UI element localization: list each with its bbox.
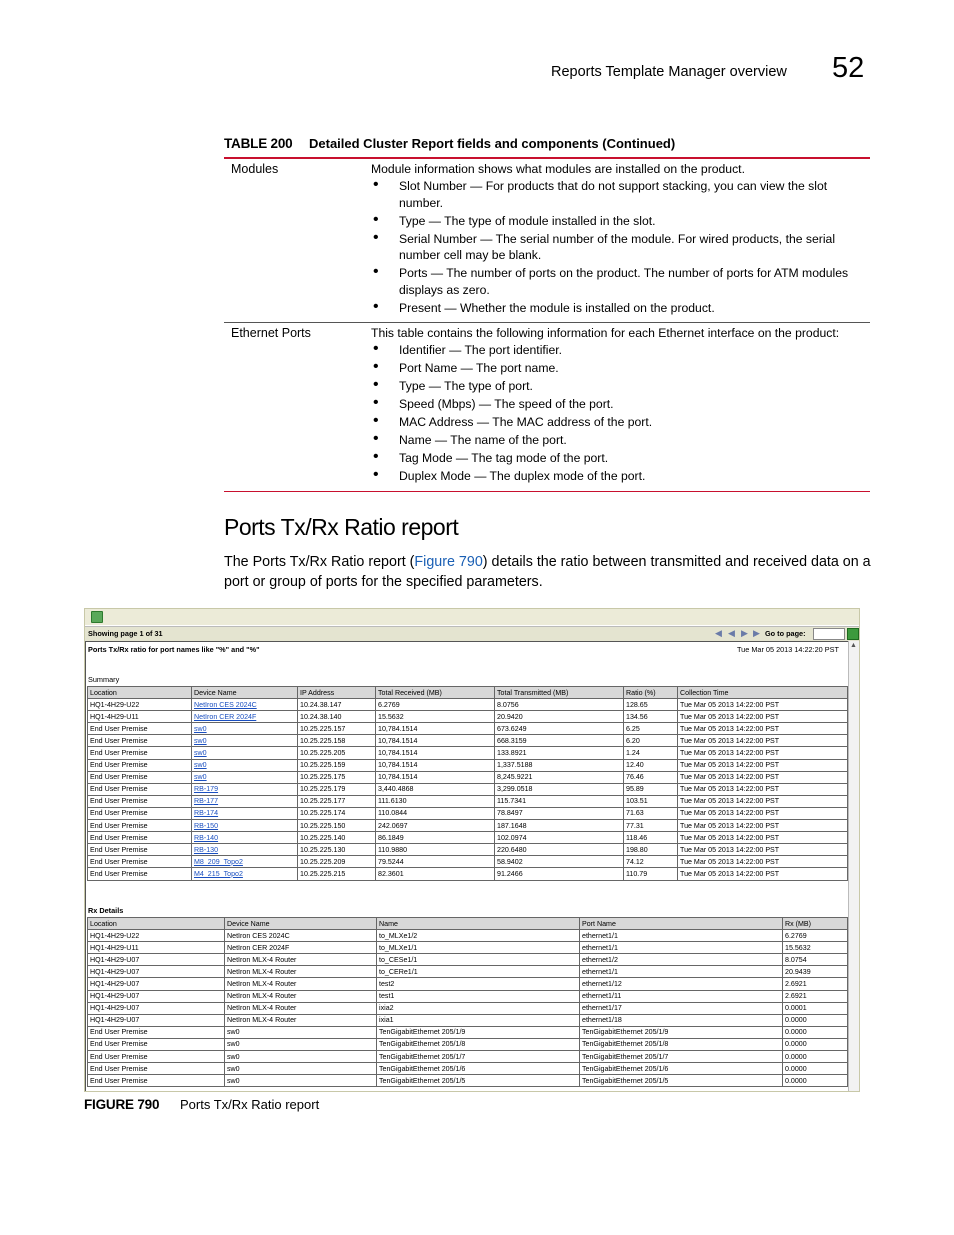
bullet-item	[371, 265, 866, 298]
table-cell: 6.20	[624, 735, 678, 747]
table-row	[88, 820, 848, 832]
column-header: Name	[377, 918, 580, 930]
table-cell: 1.24	[624, 747, 678, 759]
table-cell: 110.79	[624, 868, 678, 880]
table-cell: HQ1-4H29-U11	[88, 711, 192, 723]
table-cell: ethernet1/17	[580, 1002, 783, 1014]
table-cell: 10.25.225.175	[298, 771, 376, 783]
table-cell: 15.5632	[783, 942, 848, 954]
table-cell: 95.89	[624, 783, 678, 795]
device-link[interactable]: RB-177	[192, 795, 298, 807]
table-cell: 71.63	[624, 807, 678, 819]
table-row	[88, 966, 848, 978]
section-intro-paragraph	[224, 553, 874, 592]
bullet-term: Port Name	[399, 361, 458, 375]
table-cell: TenGigabitEthernet 205/1/9	[377, 1026, 580, 1038]
table-row	[88, 783, 848, 795]
table-cell: Tue Mar 05 2013 14:22:00 PST	[678, 856, 848, 868]
table-cell: 668.3159	[495, 735, 624, 747]
table-cell: 110.9880	[376, 844, 495, 856]
bullet-description: — The number of ports on the product. The number of ports for ATM modules displays as zero.	[399, 266, 849, 297]
table-title: Detailed Cluster Report fields and components (Continued)	[309, 136, 676, 151]
bullet-item	[371, 342, 866, 359]
table-cell: 8.0754	[783, 954, 848, 966]
bullet-item	[371, 360, 866, 377]
table-cell: 0.0000	[783, 1075, 848, 1087]
export-icon[interactable]	[91, 611, 103, 623]
report-screenshot	[84, 608, 860, 1092]
table-row	[88, 711, 848, 723]
bullet-term: Speed (Mbps)	[399, 397, 476, 411]
device-link[interactable]: RB-130	[192, 844, 298, 856]
table-cell: NetIron MLX-4 Router	[225, 966, 377, 978]
report-title: Ports Tx/Rx ratio for port names like "%" and "%"	[88, 645, 260, 654]
table-cell: sw0	[225, 1051, 377, 1063]
table-row	[88, 1014, 848, 1026]
table-cell: End User Premise	[88, 747, 192, 759]
table-cell: NetIron MLX-4 Router	[225, 1014, 377, 1026]
column-header: Location	[88, 687, 192, 699]
table-cell: 10.25.225.205	[298, 747, 376, 759]
table-cell: 0.0000	[783, 1026, 848, 1038]
table-row-divider	[224, 322, 870, 323]
bullet-description: — The duplex mode of the port.	[470, 469, 646, 483]
table-cell: ethernet1/18	[580, 1014, 783, 1026]
table-cell: TenGigabitEthernet 205/1/8	[580, 1038, 783, 1050]
table-cell: 10,784.1514	[376, 759, 495, 771]
intro-text-before: The Ports Tx/Rx Ratio report (	[224, 554, 415, 570]
table-row	[88, 1051, 848, 1063]
table-cell: TenGigabitEthernet 205/1/6	[580, 1063, 783, 1075]
bullet-term: Type	[399, 213, 426, 228]
device-link[interactable]: M8_209_Topo2	[192, 856, 298, 868]
bullet-term: Serial Number	[399, 231, 477, 246]
table-cell: 10.25.225.130	[298, 844, 376, 856]
field-name-modules: Modules	[231, 162, 279, 176]
table-cell: 0.0000	[783, 1014, 848, 1026]
chapter-number: 52	[832, 52, 865, 84]
table-cell: NetIron MLX-4 Router	[225, 954, 377, 966]
table-cell: NetIron CES 2024C	[225, 930, 377, 942]
bullet-description: — The name of the port.	[431, 433, 567, 447]
table-row	[88, 735, 848, 747]
table-cell: 10.25.225.177	[298, 795, 376, 807]
table-cell: sw0	[225, 1026, 377, 1038]
bullet-term: Tag Mode	[399, 451, 453, 465]
running-header-title: Reports Template Manager overview	[551, 64, 787, 80]
table-cell: End User Premise	[88, 856, 192, 868]
prev-page-icon[interactable]: ◀	[728, 628, 735, 638]
table-cell: 10.25.225.157	[298, 723, 376, 735]
table-cell: End User Premise	[88, 1038, 225, 1050]
table-cell: 8.0756	[495, 699, 624, 711]
table-cell: 133.8921	[495, 747, 624, 759]
table-cell: Tue Mar 05 2013 14:22:00 PST	[678, 820, 848, 832]
device-link[interactable]: RB-179	[192, 783, 298, 795]
device-link[interactable]: sw0	[192, 759, 298, 771]
table-cell: 78.8497	[495, 807, 624, 819]
table-cell: TenGigabitEthernet 205/1/6	[377, 1063, 580, 1075]
table-cell: 10.25.225.140	[298, 832, 376, 844]
report-viewer	[85, 641, 849, 1092]
table-cell: 2.6921	[783, 990, 848, 1002]
table-cell: 10.25.225.158	[298, 735, 376, 747]
goto-page-button[interactable]	[847, 628, 859, 640]
table-cell: End User Premise	[88, 832, 192, 844]
table-cell: End User Premise	[88, 783, 192, 795]
device-link[interactable]: RB-140	[192, 832, 298, 844]
table-cell: test2	[377, 978, 580, 990]
table-row	[88, 856, 848, 868]
table-cell: End User Premise	[88, 1075, 225, 1087]
column-header: Collection Time	[678, 687, 848, 699]
table-cell: Tue Mar 05 2013 14:22:00 PST	[678, 795, 848, 807]
table-cell: TenGigabitEthernet 205/1/5	[377, 1075, 580, 1087]
figure-caption	[84, 1097, 320, 1112]
table-cell: 10.25.225.174	[298, 807, 376, 819]
table-cell: 0.0000	[783, 1038, 848, 1050]
table-cell: HQ1-4H29-U07	[88, 1002, 225, 1014]
table-cell: 0.0000	[783, 1063, 848, 1075]
table-cell: ethernet1/2	[580, 954, 783, 966]
table-label: TABLE 200	[224, 136, 293, 151]
table-cell: 115.7341	[495, 795, 624, 807]
bullet-term: Duplex Mode	[399, 469, 471, 483]
table-cell: 198.80	[624, 844, 678, 856]
field-intro-ethernet-ports: This table contains the following information for each Ethernet interface on the product:	[371, 326, 840, 340]
column-header: Device Name	[192, 687, 298, 699]
report-toolbar	[85, 609, 859, 625]
table-cell: Tue Mar 05 2013 14:22:00 PST	[678, 747, 848, 759]
table-row	[88, 699, 848, 711]
bullet-item	[371, 396, 866, 413]
table-cell: End User Premise	[88, 771, 192, 783]
table-cell: HQ1-4H29-U22	[88, 699, 192, 711]
table-cell: 82.3601	[376, 868, 495, 880]
table-cell: HQ1-4H29-U07	[88, 954, 225, 966]
table-cell: 10,784.1514	[376, 723, 495, 735]
bullet-item	[371, 450, 866, 467]
summary-label: Summary	[88, 675, 120, 684]
table-row	[88, 978, 848, 990]
next-page-icon[interactable]: ▶	[741, 628, 748, 638]
table-cell: NetIron MLX-4 Router	[225, 1002, 377, 1014]
bullet-item	[371, 432, 866, 449]
table-cell: NetIron MLX-4 Router	[225, 990, 377, 1002]
table-cell: 187.1648	[495, 820, 624, 832]
device-link[interactable]: sw0	[192, 735, 298, 747]
table-cell: Tue Mar 05 2013 14:22:00 PST	[678, 807, 848, 819]
paging-bar	[85, 626, 859, 642]
table-cell: to_CESe1/1	[377, 954, 580, 966]
table-cell: 3,440.4868	[376, 783, 495, 795]
table-cell: 91.2466	[495, 868, 624, 880]
table-cell: 10,784.1514	[376, 735, 495, 747]
table-cell: to_MLXe1/1	[377, 942, 580, 954]
device-link[interactable]: NetIron CES 2024C	[192, 699, 298, 711]
table-cell: Tue Mar 05 2013 14:22:00 PST	[678, 783, 848, 795]
table-cell: 118.46	[624, 832, 678, 844]
bullet-description: — The port name.	[457, 361, 559, 375]
field-intro-modules: Module information shows what modules are installed on the product.	[371, 162, 745, 176]
table-cell: Tue Mar 05 2013 14:22:00 PST	[678, 868, 848, 880]
table-cell: End User Premise	[88, 759, 192, 771]
first-page-icon[interactable]: ◀	[715, 628, 722, 638]
table-cell: Tue Mar 05 2013 14:22:00 PST	[678, 771, 848, 783]
table-cell: 6.2769	[376, 699, 495, 711]
goto-page-input[interactable]	[813, 628, 845, 640]
bullet-item	[371, 468, 866, 485]
table-cell: End User Premise	[88, 868, 192, 880]
table-cell: 103.51	[624, 795, 678, 807]
table-cell: 110.0844	[376, 807, 495, 819]
bullet-item	[371, 178, 866, 211]
table-cell: 673.6249	[495, 723, 624, 735]
table-row	[88, 1075, 848, 1087]
bullet-item	[371, 231, 866, 264]
table-cell: TenGigabitEthernet 205/1/8	[377, 1038, 580, 1050]
table-cell: 10.25.225.150	[298, 820, 376, 832]
table-row	[88, 1026, 848, 1038]
bullet-term: Identifier	[399, 343, 446, 357]
bullet-description: — The tag mode of the port.	[452, 451, 609, 465]
table-cell: NetIron MLX-4 Router	[225, 978, 377, 990]
table-cell: Tue Mar 05 2013 14:22:00 PST	[678, 735, 848, 747]
report-timestamp: Tue Mar 05 2013 14:22:20 PST	[737, 645, 839, 654]
table-cell: TenGigabitEthernet 205/1/5	[580, 1075, 783, 1087]
table-cell: End User Premise	[88, 807, 192, 819]
table-cell: ethernet1/12	[580, 978, 783, 990]
table-row	[88, 759, 848, 771]
column-header: Total Transmitted (MB)	[495, 687, 624, 699]
table-cell: 1,337.5188	[495, 759, 624, 771]
bullet-item	[371, 414, 866, 431]
table-cell: 86.1849	[376, 832, 495, 844]
table-cell: Tue Mar 05 2013 14:22:00 PST	[678, 699, 848, 711]
last-page-icon[interactable]: ▶	[753, 628, 760, 638]
table-cell: Tue Mar 05 2013 14:22:00 PST	[678, 759, 848, 771]
table-cell: HQ1-4H29-U07	[88, 966, 225, 978]
table-row	[88, 942, 848, 954]
table-cell: HQ1-4H29-U11	[88, 942, 225, 954]
table-cell: TenGigabitEthernet 205/1/7	[580, 1051, 783, 1063]
table-cell: sw0	[225, 1075, 377, 1087]
table-cell: 242.0697	[376, 820, 495, 832]
table-cell: 10.24.38.147	[298, 699, 376, 711]
bullet-item	[371, 378, 866, 395]
table-cell: 128.65	[624, 699, 678, 711]
column-header: Ratio (%)	[624, 687, 678, 699]
table-cell: to_MLXe1/2	[377, 930, 580, 942]
device-link[interactable]: NetIron CER 2024F	[192, 711, 298, 723]
table-cell: 2.6921	[783, 978, 848, 990]
bullet-description: — For products that do not support stacking, you can view the slot number.	[399, 179, 828, 210]
table-cell: End User Premise	[88, 1051, 225, 1063]
bullet-term: Name	[399, 433, 432, 447]
table-cell: 134.56	[624, 711, 678, 723]
bullet-item	[371, 213, 866, 230]
table-cell: End User Premise	[88, 1026, 225, 1038]
table-cell: 10,784.1514	[376, 771, 495, 783]
table-cell: End User Premise	[88, 735, 192, 747]
table-cell: 20.9420	[495, 711, 624, 723]
summary-table	[87, 686, 848, 881]
table-bottom-rule	[224, 491, 870, 492]
table-cell: 10.25.225.215	[298, 868, 376, 880]
bullet-description: — The port identifier.	[445, 343, 563, 357]
table-cell: 8,245.9221	[495, 771, 624, 783]
table-row	[88, 930, 848, 942]
table-cell: NetIron CER 2024F	[225, 942, 377, 954]
table-cell: End User Premise	[88, 820, 192, 832]
ethernet-ports-bullet-list	[371, 342, 866, 486]
table-cell: 10,784.1514	[376, 747, 495, 759]
table-row	[88, 832, 848, 844]
table-cell: HQ1-4H29-U07	[88, 990, 225, 1002]
table-cell: ethernet1/11	[580, 990, 783, 1002]
table-cell: End User Premise	[88, 844, 192, 856]
table-cell: ethernet1/1	[580, 942, 783, 954]
bullet-description: — The speed of the port.	[475, 397, 614, 411]
column-header: Port Name	[580, 918, 783, 930]
table-cell: 6.2769	[783, 930, 848, 942]
table-cell: 102.0974	[495, 832, 624, 844]
table-cell: ethernet1/1	[580, 930, 783, 942]
table-cell: ethernet1/1	[580, 966, 783, 978]
table-cell: 20.9439	[783, 966, 848, 978]
table-cell: 3,299.0518	[495, 783, 624, 795]
device-link[interactable]: sw0	[192, 747, 298, 759]
table-cell: 220.6480	[495, 844, 624, 856]
table-cell: 76.46	[624, 771, 678, 783]
table-row	[88, 1038, 848, 1050]
table-cell: 58.9402	[495, 856, 624, 868]
figure-title: Ports Tx/Rx Ratio report	[180, 1097, 320, 1112]
table-cell: HQ1-4H29-U22	[88, 930, 225, 942]
bullet-term: Type	[399, 379, 426, 393]
table-cell: Tue Mar 05 2013 14:22:00 PST	[678, 711, 848, 723]
table-row	[88, 954, 848, 966]
device-link[interactable]: sw0	[192, 771, 298, 783]
table-cell: 12.40	[624, 759, 678, 771]
table-cell: sw0	[225, 1038, 377, 1050]
table-cell: End User Premise	[88, 1063, 225, 1075]
rx-details-table	[87, 917, 848, 1087]
figure-link[interactable]: Figure 790	[414, 554, 483, 570]
figure-label: FIGURE 790	[84, 1097, 160, 1112]
table-cell: Tue Mar 05 2013 14:22:00 PST	[678, 844, 848, 856]
table-cell: End User Premise	[88, 723, 192, 735]
rx-details-label: Rx Details	[88, 906, 124, 915]
section-heading: Ports Tx/Rx Ratio report	[224, 514, 459, 540]
scroll-up-icon[interactable]: ▲	[850, 642, 857, 649]
bullet-description: — The type of port.	[425, 379, 533, 393]
bullet-term: Ports	[399, 266, 428, 280]
table-cell: 0.0000	[783, 1051, 848, 1063]
table-cell: 10.24.38.140	[298, 711, 376, 723]
table-row	[88, 1063, 848, 1075]
table-cell: ixia2	[377, 1002, 580, 1014]
table-cell: 15.5632	[376, 711, 495, 723]
device-link[interactable]: RB-150	[192, 820, 298, 832]
table-cell: 77.31	[624, 820, 678, 832]
table-cell: Tue Mar 05 2013 14:22:00 PST	[678, 723, 848, 735]
table-cell: 79.5244	[376, 856, 495, 868]
table-cell: Tue Mar 05 2013 14:22:00 PST	[678, 832, 848, 844]
device-link[interactable]: sw0	[192, 723, 298, 735]
table-row	[88, 868, 848, 880]
table-cell: test1	[377, 990, 580, 1002]
table-cell: End User Premise	[88, 795, 192, 807]
intro-text-after: ) details the ratio between transmitted and received data on a port or group of ports for the specified parameters.	[224, 554, 871, 590]
table-row	[88, 990, 848, 1002]
bullet-description: — The type of module installed in the slot.	[425, 213, 656, 228]
table-row	[88, 807, 848, 819]
table-cell: to_CERe1/1	[377, 966, 580, 978]
column-header: Location	[88, 918, 225, 930]
table-cell: 6.25	[624, 723, 678, 735]
paging-status: Showing page 1 of 31	[88, 629, 163, 638]
report-scrollbar[interactable]	[848, 641, 859, 1091]
device-link[interactable]: M4_215_Topo2	[192, 868, 298, 880]
table-cell: TenGigabitEthernet 205/1/7	[377, 1051, 580, 1063]
bullet-term: Slot Number	[399, 179, 467, 193]
bullet-description: — The MAC address of the port.	[473, 415, 653, 429]
column-header: Rx (MB)	[783, 918, 848, 930]
device-link[interactable]: RB-174	[192, 807, 298, 819]
table-cell: TenGigabitEthernet 205/1/9	[580, 1026, 783, 1038]
field-name-ethernet-ports: Ethernet Ports	[231, 326, 311, 340]
bullet-item	[371, 300, 866, 317]
table-row	[88, 795, 848, 807]
column-header: Total Received (MB)	[376, 687, 495, 699]
bullet-term: Present	[399, 300, 442, 315]
table-cell: 111.6130	[376, 795, 495, 807]
modules-bullet-list	[371, 178, 866, 318]
table-cell: HQ1-4H29-U07	[88, 1014, 225, 1026]
table-cell: 74.12	[624, 856, 678, 868]
table-cell: 0.0001	[783, 1002, 848, 1014]
table-row	[88, 747, 848, 759]
bullet-description: — The serial number of the module. For wired products, the serial number cell may be blank.	[399, 231, 836, 262]
table-row	[88, 723, 848, 735]
table-row	[88, 844, 848, 856]
table-cell: 10.25.225.159	[298, 759, 376, 771]
table-cell: 10.25.225.179	[298, 783, 376, 795]
bullet-term: MAC Address	[399, 415, 474, 429]
column-header: IP Address	[298, 687, 376, 699]
table-cell: 10.25.225.209	[298, 856, 376, 868]
table-row	[88, 1002, 848, 1014]
goto-page-label: Go to page:	[765, 629, 806, 638]
table-cell: HQ1-4H29-U07	[88, 978, 225, 990]
table-cell: ixia1	[377, 1014, 580, 1026]
column-header: Device Name	[225, 918, 377, 930]
table-row	[88, 771, 848, 783]
table-cell: sw0	[225, 1063, 377, 1075]
table-caption	[224, 136, 870, 159]
bullet-description: — Whether the module is installed on the product.	[441, 300, 715, 315]
